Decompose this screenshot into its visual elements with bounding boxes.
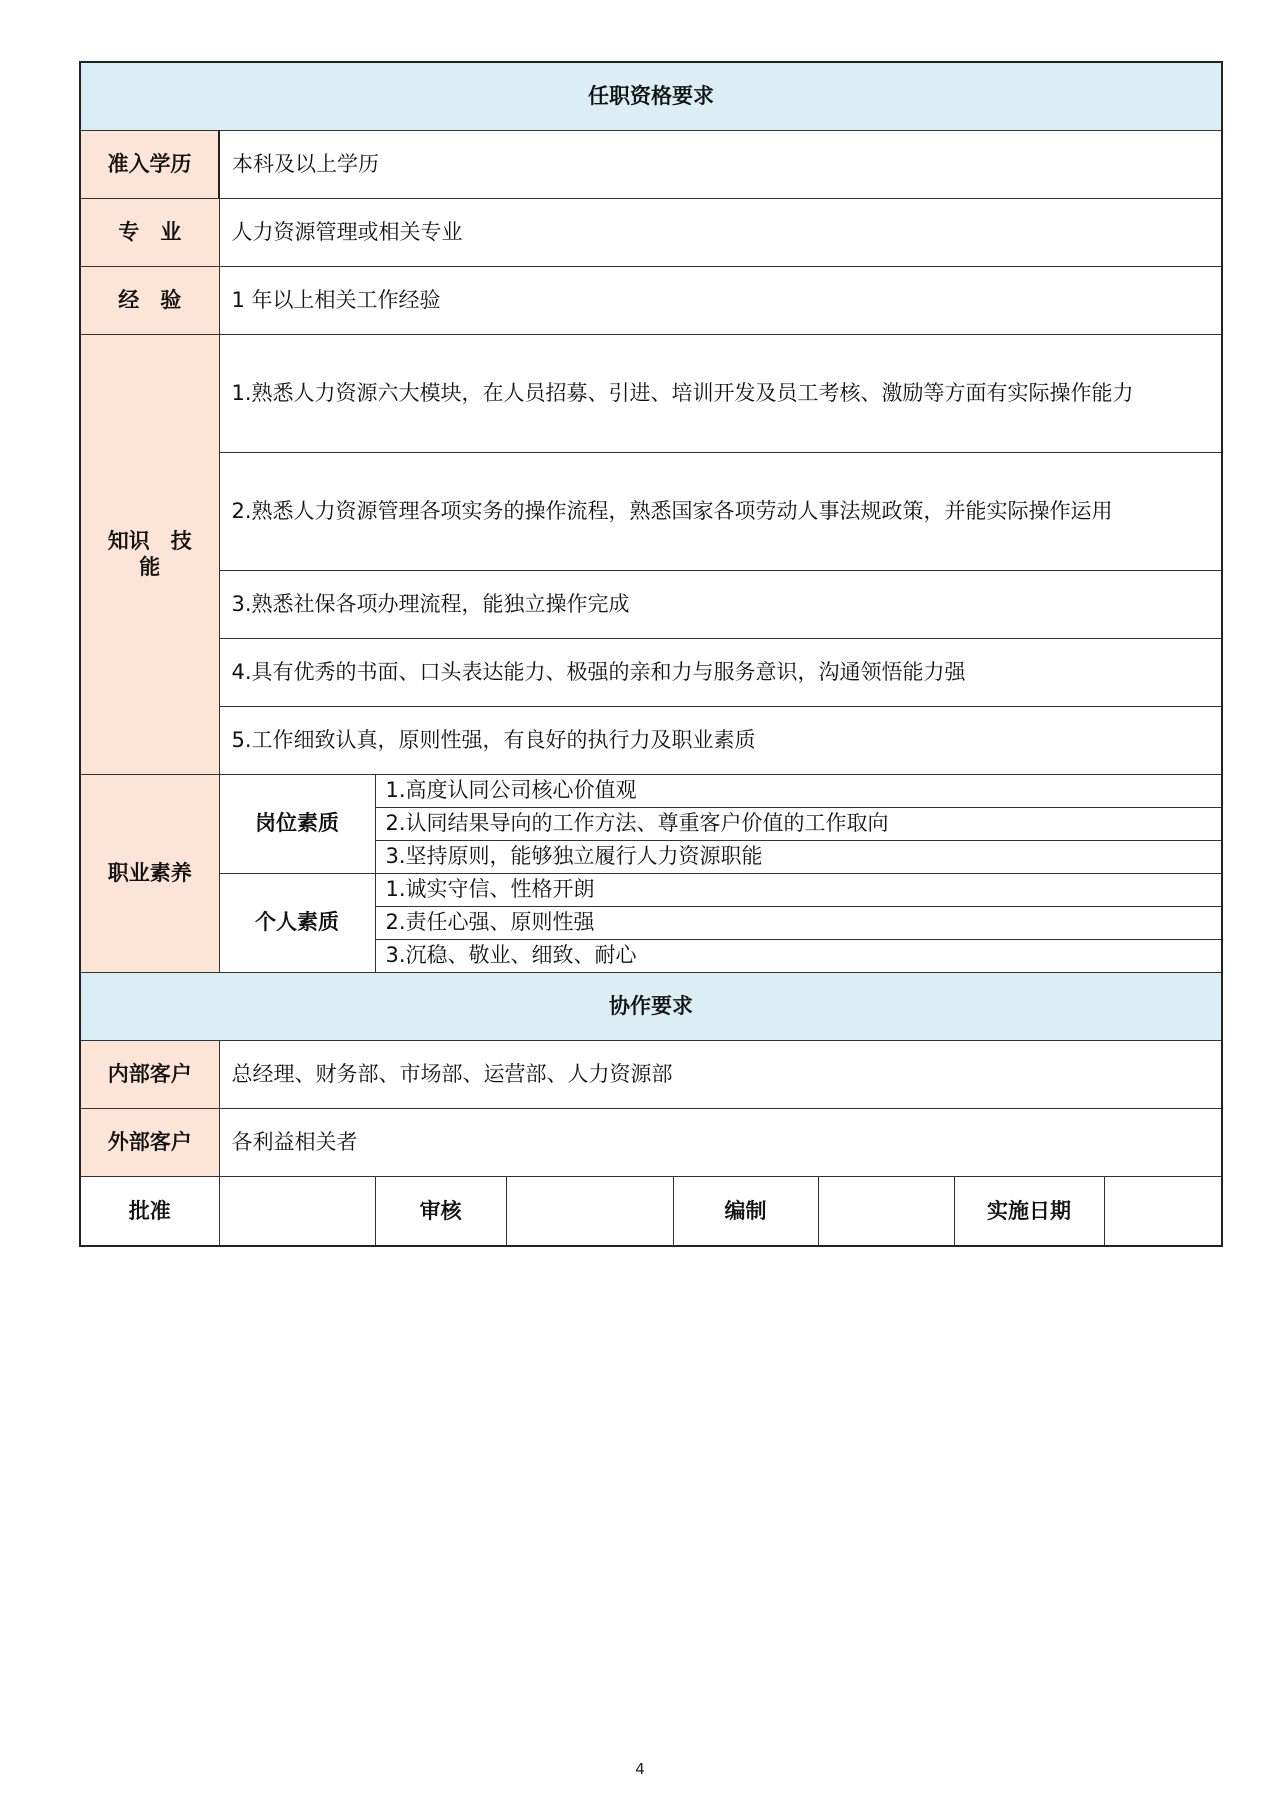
collaboration-header-row — [80, 972, 1222, 1040]
skills-row — [80, 452, 1222, 570]
professionalism-row — [80, 774, 1222, 807]
skill-item: 3.熟悉社保各项办理流程，能独立操作完成 — [219, 570, 1222, 638]
approve-signature-field[interactable] — [219, 1176, 375, 1246]
professionalism-row — [80, 873, 1222, 906]
review-signature-field[interactable] — [506, 1176, 673, 1246]
personal-quality-item: 3.沉稳、敬业、细致、耐心 — [375, 939, 1222, 972]
position-quality-label: 岗位素质 — [219, 774, 375, 873]
skill-item: 5.工作细致认真，原则性强，有良好的执行力及职业素质 — [219, 706, 1222, 774]
qualification-section-title: 任职资格要求 — [80, 62, 1222, 130]
collaboration-section-title: 协作要求 — [80, 972, 1222, 1040]
skills-row — [80, 638, 1222, 706]
internal-clients-row — [80, 1040, 1222, 1108]
external-clients-value: 各利益相关者 — [219, 1108, 1222, 1176]
qualification-header-row — [80, 62, 1222, 130]
professionalism-label: 职业素养 — [80, 774, 219, 972]
prepare-label: 编制 — [673, 1176, 818, 1246]
skills-row — [80, 706, 1222, 774]
internal-clients-label: 内部客户 — [80, 1040, 219, 1108]
education-row — [80, 130, 1222, 198]
external-clients-row — [80, 1108, 1222, 1176]
signoff-row — [80, 1176, 1222, 1246]
internal-clients-value: 总经理、财务部、市场部、运营部、人力资源部 — [219, 1040, 1222, 1108]
skills-label-line-1: 知识 技 — [107, 528, 192, 553]
skills-label-line-2: 能 — [139, 555, 161, 579]
skill-item: 1.熟悉人力资源六大模块，在人员招募、引进、培训开发及员工考核、激励等方面有实际操作能力 — [219, 334, 1222, 452]
experience-value: 1 年以上相关工作经验 — [219, 266, 1222, 334]
page-number: 4 — [635, 1760, 645, 1778]
experience-row — [80, 266, 1222, 334]
skills-row — [80, 334, 1222, 452]
personal-quality-label: 个人素质 — [219, 873, 375, 972]
major-label: 专 业 — [80, 198, 219, 266]
effective-date-field[interactable] — [1104, 1176, 1222, 1246]
effective-date-label: 实施日期 — [954, 1176, 1104, 1246]
personal-quality-item: 2.责任心强、原则性强 — [375, 906, 1222, 939]
skill-item: 2.熟悉人力资源管理各项实务的操作流程，熟悉国家各项劳动人事法规政策，并能实际操作运用 — [219, 452, 1222, 570]
skills-row — [80, 570, 1222, 638]
review-label: 审核 — [375, 1176, 506, 1246]
education-label: 准入学历 — [80, 130, 219, 198]
education-value: 本科及以上学历 — [219, 130, 1222, 198]
skill-item: 4.具有优秀的书面、口头表达能力、极强的亲和力与服务意识，沟通领悟能力强 — [219, 638, 1222, 706]
prepare-signature-field[interactable] — [818, 1176, 954, 1246]
skills-label — [80, 334, 219, 774]
experience-label: 经 验 — [80, 266, 219, 334]
approve-label: 批准 — [80, 1176, 219, 1246]
job-requirements-table — [79, 61, 1223, 1247]
position-quality-item: 3.坚持原则，能够独立履行人力资源职能 — [375, 840, 1222, 873]
position-quality-item: 1.高度认同公司核心价值观 — [375, 774, 1222, 807]
external-clients-label: 外部客户 — [80, 1108, 219, 1176]
major-value: 人力资源管理或相关专业 — [219, 198, 1222, 266]
personal-quality-item: 1.诚实守信、性格开朗 — [375, 873, 1222, 906]
major-row — [80, 198, 1222, 266]
position-quality-item: 2.认同结果导向的工作方法、尊重客户价值的工作取向 — [375, 807, 1222, 840]
